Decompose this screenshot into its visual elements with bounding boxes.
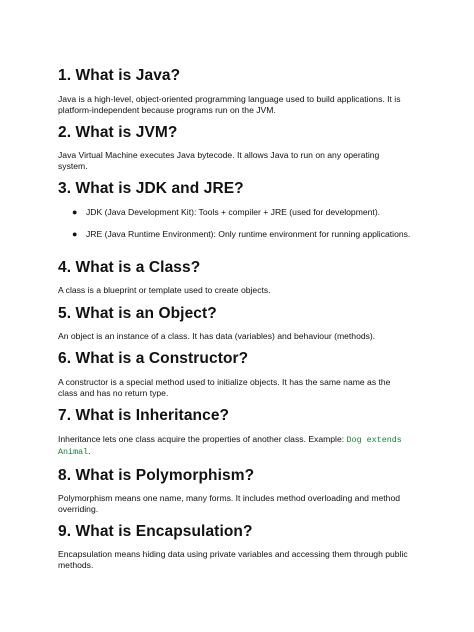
jdk-jre-list (58, 207, 428, 240)
list-item-text: JRE (Java Runtime Environment): Only runtime environment for running applications. (86, 229, 411, 239)
paragraph-what-is-java: Java is a high-level, object-oriented programming language used to build applications. It is platform-independent because programs run on the JVM. (58, 94, 401, 115)
paragraph-what-is-a-class: A class is a blueprint or template used to create objects. (58, 285, 271, 295)
paragraph-what-is-polymorphism: Polymorphism means one name, many forms. It includes method overloading and method overriding. (58, 493, 401, 514)
inheritance-period: . (88, 446, 91, 456)
bullet-dot: ● (72, 229, 78, 239)
heading-what-is-encapsulation: 9. What is Encapsulation? (58, 523, 253, 540)
code-snippet: Dog extends Animal (58, 435, 402, 457)
list-item-jdk (58, 207, 428, 218)
list-item-text: JDK (Java Development Kit): Tools + compiler + JRE (used for development). (86, 207, 381, 217)
heading-what-is-a-class: 4. What is a Class? (58, 259, 201, 276)
paragraph-what-is-a-constructor: A constructor is a special method used to initialize objects. It has the same name as the class and has no return type. (58, 377, 391, 398)
heading-what-is-a-constructor: 6. What is a Constructor? (58, 350, 249, 367)
paragraph-what-is-an-object: An object is an instance of a class. It has data (variables) and behaviour (methods). (58, 331, 376, 341)
heading-what-is-jvm: 2. What is JVM? (58, 124, 178, 141)
paragraph-what-is-inheritance (58, 434, 418, 458)
heading-what-is-java: 1. What is Java? (58, 67, 181, 84)
paragraph-what-is-jvm: Java Virtual Machine executes Java bytecode. It allows Java to run on any operating system. (58, 150, 380, 171)
bullet-dot: ● (72, 207, 78, 217)
heading-what-is-polymorphism: 8. What is Polymorphism? (58, 467, 255, 484)
heading-jdk-and-jre: 3. What is JDK and JRE? (58, 180, 244, 197)
heading-what-is-inheritance: 7. What is Inheritance? (58, 407, 230, 424)
list-item-jre (58, 229, 428, 240)
paragraph-what-is-encapsulation: Encapsulation means hiding data using private variables and accessing them through public methods. (58, 549, 408, 570)
inheritance-text: Inheritance lets one class acquire the properties of another class. Example: (58, 434, 347, 444)
heading-what-is-an-object: 5. What is an Object? (58, 305, 217, 322)
